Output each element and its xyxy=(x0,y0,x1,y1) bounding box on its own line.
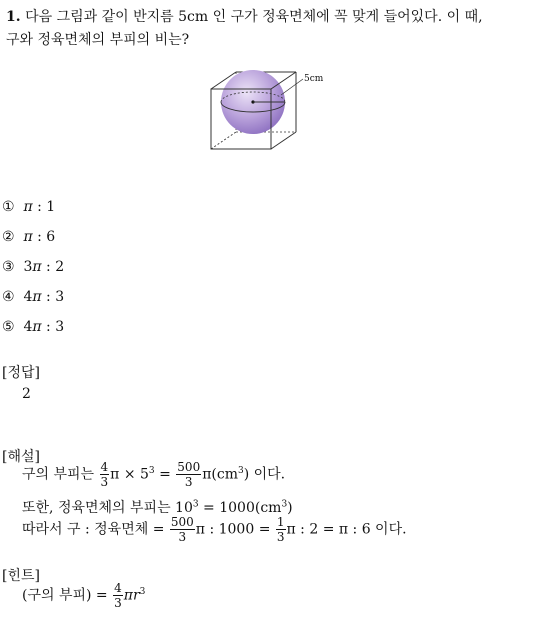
hint-formula: (구의 부피) = $\frac{4}{3}$ $\pi r^3$ xyxy=(22,581,146,610)
choice-1[interactable]: ① π : 1 xyxy=(2,199,56,215)
cube-edge xyxy=(271,132,296,149)
hint-label: [힌트] xyxy=(2,568,40,584)
question-text-2: 구와 정육면체의 부피의 비는? xyxy=(6,32,190,48)
fraction: $\frac{1}{3}$ xyxy=(276,515,285,544)
question-line-1 xyxy=(6,6,483,26)
fraction: $\frac{4}{3}$ xyxy=(114,581,122,610)
solution-line-3: 따라서 구 : 정육면체 = $\frac{500}{3}$ π : 1000 = $\frac{1}{3}$ π : 2 = π : 6 이다. xyxy=(22,515,407,544)
choice-2[interactable]: ② π : 6 xyxy=(2,229,56,245)
solution-line-1: 구의 부피는 $\frac{4}{3}$ $\pi \times 5^3$ = $\frac{500}{3}$ $\pi(cm^3)$ 이다. xyxy=(22,460,286,489)
choice-3[interactable]: ③ 3π : 2 xyxy=(2,259,65,275)
answer-value: 2 xyxy=(22,386,31,402)
question-number: 1. xyxy=(6,9,21,25)
choice-marker: ① xyxy=(2,199,15,215)
choice-marker: ④ xyxy=(2,289,15,305)
question-text-1: 다음 그림과 같이 반지름 5cm 인 구가 정육면체에 꼭 맞게 들어있다. 이 때, xyxy=(25,9,483,25)
cube-hidden-edge xyxy=(211,132,236,149)
sphere-in-cube-figure xyxy=(205,55,340,155)
fraction: $\frac{4}{3}$ xyxy=(100,460,109,489)
choice-marker: ② xyxy=(2,229,15,245)
radius-label-leader xyxy=(281,79,303,95)
solution-label: [해설] xyxy=(2,449,40,465)
fraction: $\frac{500}{3}$ xyxy=(170,515,194,544)
answer-label: [정답] xyxy=(2,365,40,381)
solution-line-2: 또한, 정육면체의 부피는 $10^3 = 1000(cm^3)$ xyxy=(22,499,293,516)
fraction: $\frac{500}{3}$ xyxy=(177,460,201,489)
radius-label: 5cm xyxy=(304,74,324,84)
choice-marker: ③ xyxy=(2,259,15,275)
choice-4[interactable]: ④ 4π : 3 xyxy=(2,289,65,305)
choice-5[interactable]: ⑤ 4π : 3 xyxy=(2,319,65,335)
choice-marker: ⑤ xyxy=(2,319,15,335)
